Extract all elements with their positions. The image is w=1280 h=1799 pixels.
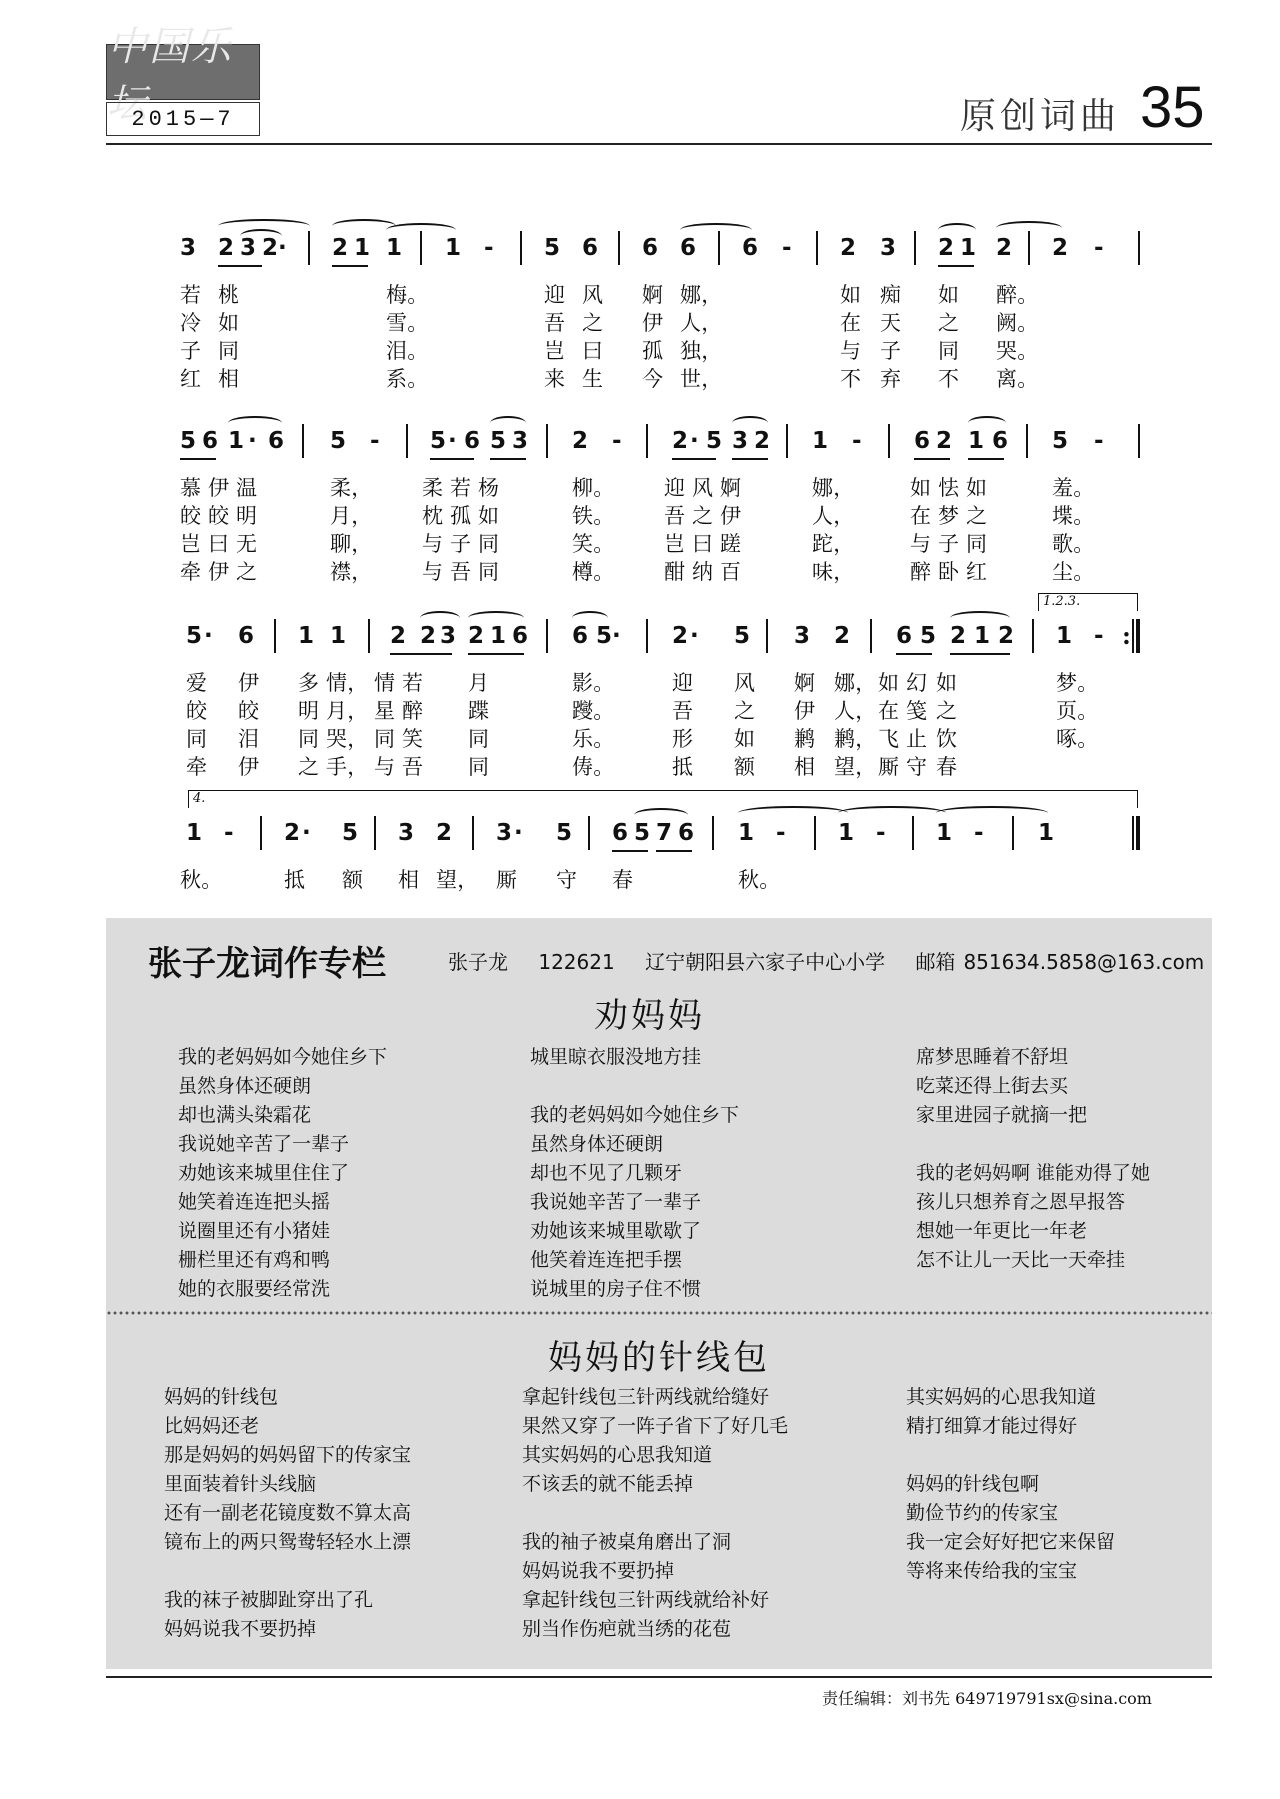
note: 6 bbox=[464, 428, 481, 454]
lyric-line-1: 若 桃 梅。 迎 风 婀 娜， 如 痴 如 醉。 bbox=[180, 283, 1039, 307]
lyric-line-1: 爱 伊 多 情， 情 若 月 影。 迎 风 婀 娜， 如 幻 如 梦。 bbox=[186, 671, 1099, 695]
slur bbox=[950, 611, 1010, 625]
note: - bbox=[224, 820, 234, 846]
poem-title: 妈妈的针线包 bbox=[548, 1338, 770, 1378]
poem-line: 想她一年更比一年老 bbox=[916, 1220, 1088, 1242]
poem-line: 我一定会好好把它来保留 bbox=[906, 1531, 1116, 1553]
note: 6 bbox=[914, 428, 931, 454]
barline bbox=[588, 816, 590, 850]
note: 2 bbox=[936, 428, 953, 454]
note: - bbox=[370, 428, 380, 454]
note: - bbox=[876, 820, 886, 846]
postcode: 122621 bbox=[538, 950, 615, 974]
note: 2 bbox=[672, 623, 689, 649]
volta-bracket: 4. bbox=[188, 790, 1138, 808]
poem-line: 其实妈妈的心思我知道 bbox=[522, 1444, 713, 1466]
poem-line: 我的袜子被脚趾穿出了孔 bbox=[164, 1589, 374, 1611]
barline bbox=[766, 619, 768, 653]
barline bbox=[786, 424, 788, 458]
author-name: 张子龙 bbox=[448, 950, 508, 974]
poem-line: 家里进园子就摘一把 bbox=[916, 1104, 1088, 1126]
note: 2 bbox=[468, 623, 485, 649]
note: 7 bbox=[656, 820, 673, 846]
poem-line: 那是妈妈的妈妈留下的传家宝 bbox=[164, 1444, 412, 1466]
poem-line: 说圈里还有小猪娃 bbox=[178, 1220, 331, 1242]
slur bbox=[228, 416, 282, 430]
note: 5 bbox=[490, 428, 507, 454]
note: 1 bbox=[330, 623, 347, 649]
barline bbox=[1012, 816, 1014, 850]
barline bbox=[374, 816, 376, 850]
lyric-line-4: 牵 伊 之 襟， 与 吾 同 樽。 酣 纳 百 味， 醉 卧 红 尘。 bbox=[180, 560, 1095, 584]
slur bbox=[938, 223, 976, 237]
note: 1 bbox=[445, 235, 462, 261]
note: 3 bbox=[440, 623, 457, 649]
note: - bbox=[776, 820, 786, 846]
note: 1 bbox=[1056, 623, 1073, 649]
lyric-line-1: 慕 伊 温 柔， 柔 若 杨 柳。 迎 风 婀 娜， 如 怯 如 羞。 bbox=[180, 476, 1095, 500]
poem-title: 劝妈妈 bbox=[594, 996, 705, 1036]
note: 1 bbox=[490, 623, 507, 649]
note: 1 bbox=[386, 235, 403, 261]
poem-line: 精打细算才能过得好 bbox=[906, 1415, 1078, 1437]
lyric-line-2: 皎 皎 明 月， 星 醉 蹀 躞。 吾 之 伊 人， 在 笺 之 页。 bbox=[186, 699, 1099, 723]
poem-line: 果然又穿了一阵子省下了好几毛 bbox=[522, 1415, 789, 1437]
note: 5 bbox=[186, 623, 203, 649]
poem-line: 虽然身体还硬朗 bbox=[178, 1075, 312, 1097]
barline bbox=[520, 231, 522, 265]
poem-line: 她的衣服要经常洗 bbox=[178, 1278, 331, 1300]
note: 6 bbox=[642, 235, 659, 261]
barline bbox=[646, 619, 648, 653]
poem-line: 我的老妈妈如今她住乡下 bbox=[530, 1104, 740, 1126]
author-info bbox=[448, 946, 1228, 975]
poem-line: 劝她该来城里歇歇了 bbox=[530, 1220, 702, 1242]
repeat-dots: : bbox=[1122, 621, 1131, 650]
barline bbox=[618, 231, 620, 265]
note: 1 bbox=[354, 235, 371, 261]
note: 3 bbox=[512, 428, 529, 454]
lyrics-column-panel bbox=[106, 918, 1212, 1669]
dotted-divider bbox=[106, 1311, 1212, 1315]
slur bbox=[732, 416, 768, 430]
poem-line: 比妈妈还老 bbox=[164, 1415, 260, 1437]
slur bbox=[738, 806, 848, 820]
note: - bbox=[782, 235, 792, 261]
lyric-line-1: 秋。 抵 额 相 望， 厮 守 春 秋。 bbox=[180, 868, 781, 892]
beam bbox=[612, 850, 648, 852]
note: 2 bbox=[218, 235, 235, 261]
note: 1 bbox=[838, 820, 855, 846]
note: - bbox=[974, 820, 984, 846]
note: - bbox=[1094, 623, 1104, 649]
note: 1 bbox=[812, 428, 829, 454]
poem-line: 妈妈说我不要扔掉 bbox=[522, 1560, 675, 1582]
note: 6 bbox=[202, 428, 219, 454]
note: · bbox=[690, 623, 699, 649]
poem-line: 我说她辛苦了一辈子 bbox=[178, 1133, 350, 1155]
barline bbox=[1026, 424, 1028, 458]
poem-line: 却也满头染霜花 bbox=[178, 1104, 312, 1126]
note: 3 bbox=[180, 235, 197, 261]
poem-line: 我的老妈妈如今她住乡下 bbox=[178, 1046, 388, 1068]
note: 5 bbox=[920, 623, 937, 649]
barline bbox=[302, 424, 304, 458]
poem-line: 里面装着针头线脑 bbox=[164, 1473, 317, 1495]
poem-line: 栅栏里还有鸡和鸭 bbox=[178, 1249, 331, 1271]
note: 3 bbox=[880, 235, 897, 261]
issue-number: 2015—7 bbox=[106, 102, 260, 136]
poem-line: 拿起针线包三针两线就给补好 bbox=[522, 1589, 770, 1611]
barline bbox=[816, 231, 818, 265]
barline bbox=[368, 619, 370, 653]
notes-row bbox=[150, 623, 1150, 661]
lyric-line-3: 岂 曰 无 聊， 与 子 同 笑。 岂 曰 蹉 跎， 与 子 同 歌。 bbox=[180, 532, 1095, 556]
slur bbox=[680, 223, 752, 237]
note: · bbox=[690, 428, 699, 454]
note: 2 bbox=[996, 235, 1013, 261]
note: 2 bbox=[754, 428, 771, 454]
poem-line: 妈妈的针线包 bbox=[164, 1386, 279, 1408]
poem-line: 我说她辛苦了一辈子 bbox=[530, 1191, 702, 1213]
beam bbox=[938, 265, 974, 267]
lyric-line-2: 皎 皎 明 月， 枕 孤 如 铁。 吾 之 伊 人， 在 梦 之 堞。 bbox=[180, 504, 1095, 528]
poem-line: 妈妈说我不要扔掉 bbox=[164, 1618, 317, 1640]
beam bbox=[968, 458, 1004, 460]
note: 5 bbox=[556, 820, 573, 846]
barline bbox=[546, 619, 548, 653]
barline bbox=[1028, 231, 1030, 265]
email: 851634.5858@163.com bbox=[963, 950, 1205, 974]
slur bbox=[936, 806, 1048, 820]
barline bbox=[814, 816, 816, 850]
barline bbox=[308, 231, 310, 265]
barline bbox=[870, 619, 872, 653]
beam bbox=[656, 850, 692, 852]
note: 1 bbox=[738, 820, 755, 846]
note: 2 bbox=[834, 623, 851, 649]
poem-line: 不该丢的就不能丢掉 bbox=[522, 1473, 694, 1495]
poem-line: 吃菜还得上街去买 bbox=[916, 1075, 1069, 1097]
beam bbox=[332, 265, 368, 267]
note: 5 bbox=[634, 820, 651, 846]
slur bbox=[490, 416, 526, 430]
poem-line: 拿起针线包三针两线就给缝好 bbox=[522, 1386, 770, 1408]
note: 2 bbox=[938, 235, 955, 261]
slur bbox=[838, 806, 946, 820]
note: 3 bbox=[496, 820, 513, 846]
note: 2 bbox=[1052, 235, 1069, 261]
beam bbox=[390, 653, 452, 655]
poem-line: 镜布上的两只鸳鸯轻轻水上漂 bbox=[164, 1531, 412, 1553]
note: 6 bbox=[992, 428, 1009, 454]
magazine-name: 中国乐坛 bbox=[107, 24, 233, 127]
notes-row bbox=[150, 428, 1150, 466]
slur bbox=[240, 229, 282, 243]
note: 3 bbox=[240, 235, 257, 261]
beam bbox=[468, 653, 524, 655]
beam bbox=[180, 458, 216, 460]
poem-line: 虽然身体还硬朗 bbox=[530, 1133, 664, 1155]
note: · bbox=[302, 820, 311, 846]
section-name: 原创词曲 bbox=[960, 96, 1121, 137]
note: 2 bbox=[390, 623, 407, 649]
slur bbox=[386, 223, 456, 237]
slur bbox=[420, 611, 460, 625]
poem-line: 还有一副老花镜度数不算太高 bbox=[164, 1502, 412, 1524]
note: 6 bbox=[612, 820, 629, 846]
note: · bbox=[514, 820, 523, 846]
barline bbox=[712, 816, 714, 850]
note: 2 bbox=[436, 820, 453, 846]
poem-line: 城里晾衣服没地方挂 bbox=[530, 1046, 702, 1068]
poem-line: 我的老妈妈啊 谁能劝得了她 bbox=[916, 1162, 1151, 1184]
page-number: 35 bbox=[1140, 75, 1205, 140]
note: 2· bbox=[262, 235, 287, 261]
poem-line: 勤俭节约的传家宝 bbox=[906, 1502, 1059, 1524]
slur bbox=[468, 611, 524, 625]
note: 5 bbox=[544, 235, 561, 261]
poem-line: 说城里的房子住不惯 bbox=[530, 1278, 702, 1300]
beam bbox=[950, 653, 1010, 655]
note: 6 bbox=[582, 235, 599, 261]
lyric-line-3: 子 同 泪。 岂 曰 孤 独， 与 子 同 哭。 bbox=[180, 339, 1039, 363]
poem-line: 孩儿只想养育之恩早报答 bbox=[916, 1191, 1126, 1213]
note: 3 bbox=[398, 820, 415, 846]
barline bbox=[914, 231, 916, 265]
slur bbox=[634, 808, 688, 822]
beam bbox=[896, 653, 932, 655]
barline bbox=[888, 424, 890, 458]
beam bbox=[430, 458, 474, 460]
poem-line: 别当作伤疤就当绣的花苞 bbox=[522, 1618, 732, 1640]
note: 5 bbox=[430, 428, 447, 454]
note: - bbox=[852, 428, 862, 454]
poem-line: 其实妈妈的心思我知道 bbox=[906, 1386, 1097, 1408]
note: 1 bbox=[186, 820, 203, 846]
note: 6 bbox=[512, 623, 529, 649]
note: 5 bbox=[342, 820, 359, 846]
final-barline bbox=[1132, 816, 1140, 850]
note: 3 bbox=[732, 428, 749, 454]
notes-row bbox=[150, 820, 1150, 858]
note: 1 bbox=[1038, 820, 1055, 846]
lyric-line-4: 牵 伊 之 手， 与 吾 同 俦。 抵 额 相 望， 厮 守 春 bbox=[186, 755, 958, 779]
note: - bbox=[1094, 428, 1104, 454]
note: 2 bbox=[998, 623, 1015, 649]
barline bbox=[546, 424, 548, 458]
beam bbox=[490, 458, 526, 460]
note: 1 bbox=[974, 623, 991, 649]
note: 2 bbox=[572, 428, 589, 454]
note: - bbox=[1094, 235, 1104, 261]
note: 5 bbox=[180, 428, 197, 454]
barline bbox=[406, 424, 408, 458]
note: 6 bbox=[680, 235, 697, 261]
poem-line: 他笑着连连把手摆 bbox=[530, 1249, 683, 1271]
poem-line: 席梦思睡着不舒坦 bbox=[916, 1046, 1069, 1068]
note: 6 bbox=[572, 623, 589, 649]
note: 5 bbox=[706, 428, 723, 454]
poem-line: 等将来传给我的宝宝 bbox=[906, 1560, 1078, 1582]
barline bbox=[472, 816, 474, 850]
beam bbox=[218, 265, 262, 267]
note: 1 bbox=[228, 428, 245, 454]
barline bbox=[1138, 424, 1140, 458]
note: 5· bbox=[596, 623, 621, 649]
note: 2 bbox=[420, 623, 437, 649]
notes-row bbox=[150, 235, 1150, 273]
note: 2 bbox=[950, 623, 967, 649]
beam bbox=[732, 458, 768, 460]
header-rule bbox=[106, 143, 1212, 145]
poem-line: 妈妈的针线包啊 bbox=[906, 1473, 1040, 1495]
note: - bbox=[612, 428, 622, 454]
volta-bracket: 1.2.3. bbox=[1038, 593, 1138, 611]
editor-credit: 责任编辑：刘书先 649719791sx@sina.com bbox=[822, 1689, 1152, 1708]
lyric-line-2: 冷 如 雪。 吾 之 伊 人， 在 天 之 阙。 bbox=[180, 311, 1039, 335]
beam bbox=[914, 458, 950, 460]
note: 5 bbox=[1052, 428, 1069, 454]
column-title: 张子龙词作专栏 bbox=[148, 944, 386, 984]
note: 1 bbox=[960, 235, 977, 261]
note: 1 bbox=[968, 428, 985, 454]
email-label: 邮箱 bbox=[915, 950, 956, 974]
note: 6 bbox=[896, 623, 913, 649]
note: 6 bbox=[742, 235, 759, 261]
note: 5 bbox=[330, 428, 347, 454]
note: 6 bbox=[238, 623, 255, 649]
note: · bbox=[448, 428, 457, 454]
note: 1 bbox=[298, 623, 315, 649]
poem-line: 我的袖子被桌角磨出了洞 bbox=[522, 1531, 732, 1553]
poem-line: 她笑着连连把头摇 bbox=[178, 1191, 331, 1213]
note: · bbox=[248, 428, 257, 454]
poem-line: 却也不见了几颗牙 bbox=[530, 1162, 683, 1184]
note: 5 bbox=[734, 623, 751, 649]
note: - bbox=[484, 235, 494, 261]
repeat-barline bbox=[1132, 619, 1140, 653]
address: 辽宁朝阳县六家子中心小学 bbox=[645, 950, 886, 974]
poem-line: 劝她该来城里住住了 bbox=[178, 1162, 350, 1184]
lyric-line-3: 同 泪 同 哭， 同 笑 同 乐。 形 如 鹣 鹣， 飞 止 饮 啄。 bbox=[186, 727, 1099, 751]
barline bbox=[274, 619, 276, 653]
note: 2 bbox=[332, 235, 349, 261]
note: 2 bbox=[284, 820, 301, 846]
note: 3 bbox=[794, 623, 811, 649]
barline bbox=[260, 816, 262, 850]
note: 1 bbox=[936, 820, 953, 846]
slur bbox=[996, 221, 1062, 235]
slur bbox=[968, 416, 1006, 430]
barline bbox=[646, 424, 648, 458]
barline bbox=[912, 816, 914, 850]
footer-rule bbox=[106, 1676, 1212, 1678]
slur bbox=[572, 611, 608, 625]
note: 6 bbox=[678, 820, 695, 846]
barline bbox=[1032, 619, 1034, 653]
barline bbox=[1138, 231, 1140, 265]
beam bbox=[672, 458, 716, 460]
note: 2 bbox=[840, 235, 857, 261]
lyric-line-4: 红 相 系。 来 生 今 世， 不 弃 不 离。 bbox=[180, 367, 1039, 391]
note: 6 bbox=[268, 428, 285, 454]
note: 2 bbox=[672, 428, 689, 454]
note: · bbox=[204, 623, 213, 649]
poem-line: 怎不让儿一天比一天牵挂 bbox=[916, 1249, 1126, 1271]
